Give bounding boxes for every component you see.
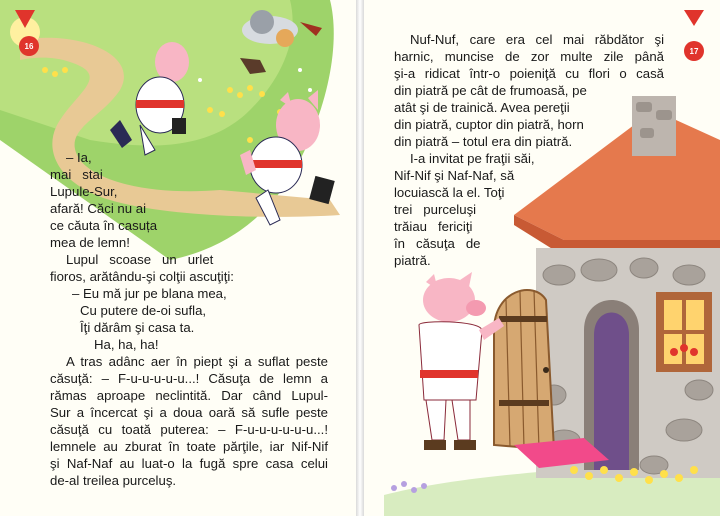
text-line: Ha, ha, ha!: [94, 337, 159, 352]
text-line: în căsuţa de: [394, 236, 481, 251]
text-line: din piatră – totul era din piatră.: [394, 134, 573, 149]
text-line: lemnele au zburat în toate părţile, iar Nif-Nif: [50, 439, 328, 454]
page-number-badge: 17: [684, 41, 704, 61]
text-line: Lupule-Sur,: [50, 184, 118, 199]
text-line: căsuţă cu toată puterea: – F-u-u-u-u-u-u...!: [50, 422, 328, 437]
text-line: din piatră, cuptor din piatră, horn: [394, 117, 584, 132]
text-line: locuiască la el. Toţi: [394, 185, 505, 200]
text-line: – Eu mă jur pe blana mea,: [72, 286, 227, 301]
text-line: – Ia,: [66, 150, 92, 165]
right-page: [364, 0, 720, 516]
text-line: şi-a ridicat într-o poieniţă cu flori o casă: [394, 66, 664, 81]
story-text-left: [0, 0, 356, 516]
text-line: afară! Căci nu ai: [50, 201, 147, 216]
text-line: mai stai: [50, 167, 103, 182]
text-line: din piatră pe cât de frumoasă, pe: [394, 83, 587, 98]
text-line: atât şi de trainică. Avea pereţii: [394, 100, 570, 115]
text-line: de-al treilea purceluş.: [50, 473, 177, 488]
text-line: ce căuta în casuța: [50, 218, 158, 233]
text-line: trăiau fericiţi: [394, 219, 473, 234]
page-number-badge: 16: [19, 36, 39, 56]
text-line: Nuf-Nuf, care era cel mai răbdător şi: [410, 32, 664, 47]
text-line: Nif-Nif şi Naf-Naf, să: [394, 168, 515, 183]
text-line: Îţi dărâm şi casa ta.: [80, 320, 195, 335]
text-line: Sur a încercat şi a doua oară să sufle peste: [50, 405, 328, 420]
story-text-right: [364, 0, 720, 516]
text-line: trei purceluşi: [394, 202, 477, 217]
text-line: Cu putere de-oi sufla,: [80, 303, 207, 318]
text-line: căsuţă: – F-u-u-u-u-u...! Căsuţa de lemn a: [50, 371, 328, 386]
text-line: piatră.: [394, 253, 431, 268]
text-line: Lupul scoase un urlet: [66, 252, 214, 267]
book-gutter: [356, 0, 364, 516]
text-line: I-a invitat pe fraţii săi,: [410, 151, 535, 166]
left-page: [0, 0, 356, 516]
text-line: harnic, muncise de zor multe zile până: [394, 49, 664, 64]
text-line: şi Naf-Naf au luat-o la fugă spre casa celui: [50, 456, 328, 471]
text-line: A tras adânc aer în piept şi a suflat peste: [66, 354, 328, 369]
text-line: fioros, arătându-şi colţii ascuţiţi:: [50, 269, 234, 284]
text-line: rămas aproape neclintită. Dar când Lupul-: [50, 388, 328, 403]
text-line: mea de lemn!: [50, 235, 130, 250]
